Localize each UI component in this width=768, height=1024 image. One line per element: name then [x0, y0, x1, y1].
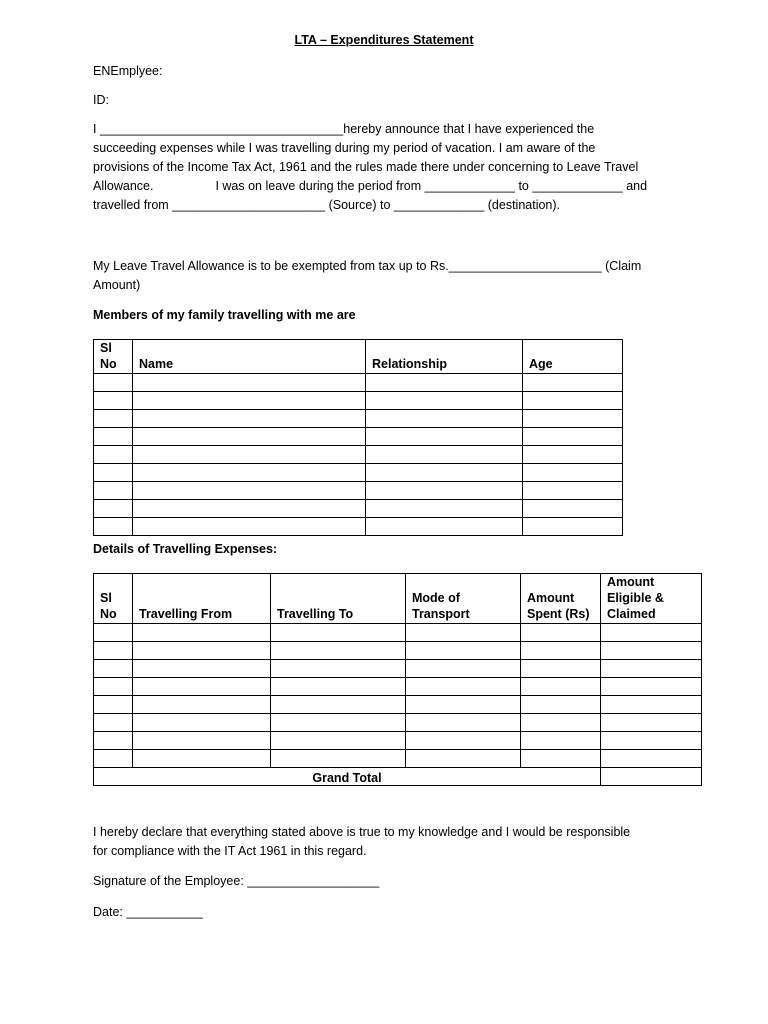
grand-total-row — [94, 768, 702, 786]
table-row — [94, 446, 623, 464]
table-row — [94, 714, 702, 732]
table-row — [94, 518, 623, 536]
declaration-line: succeeding expenses while I was travelling during my period of vacation. I am aware of the — [93, 141, 596, 155]
table-row — [94, 660, 702, 678]
grand-total-label: Grand Total — [94, 768, 601, 786]
expenses-heading: Details of Travelling Expenses: — [93, 542, 278, 556]
table-row — [94, 482, 623, 500]
exemption-line: Amount) — [93, 278, 141, 292]
final-declaration-line: I hereby declare that everything stated above is true to my knowledge and I would be responsible — [93, 825, 631, 839]
column-header-amount-spent: Amount Spent (Rs) — [521, 574, 601, 624]
column-header-amount-eligible: Amount Eligible & Claimed — [601, 574, 702, 624]
travelled-from-line: travelled from ______________________ (Source) to _____________ (destination). — [93, 198, 561, 212]
table-row — [94, 374, 623, 392]
exemption-line: My Leave Travel Allowance is to be exempted from tax up to Rs.______________________ (Claim — [93, 259, 642, 273]
table-header-row — [94, 340, 623, 374]
declaration-line: I ___________________________________hereby announce that I have experienced the — [93, 122, 595, 136]
declaration-line: provisions of the Income Tax Act, 1961 and the rules made there under concerning to Leave Travel — [93, 160, 639, 174]
family-members-table — [93, 339, 623, 536]
declaration-line-allowance — [93, 177, 683, 196]
exemption-paragraph — [93, 257, 683, 295]
table-row — [94, 678, 702, 696]
family-heading: Members of my family travelling with me are — [93, 308, 356, 322]
table-header-row — [94, 574, 702, 624]
column-header-relationship: Relationship — [366, 340, 523, 374]
final-declaration-line: for compliance with the IT Act 1961 in this regard. — [93, 844, 367, 858]
column-header-sl-no: Sl No — [94, 574, 133, 624]
column-header-mode-of-transport: Mode of Transport — [406, 574, 521, 624]
document-title: LTA – Expenditures Statement — [294, 33, 474, 47]
table-row — [94, 464, 623, 482]
column-header-travelling-from: Travelling From — [133, 574, 271, 624]
table-row — [94, 500, 623, 518]
final-declaration — [93, 823, 683, 861]
column-header-age: Age — [523, 340, 623, 374]
travelling-expenses-table — [93, 573, 702, 786]
column-header-travelling-to: Travelling To — [271, 574, 406, 624]
table-row — [94, 732, 702, 750]
date-line: Date: ___________ — [93, 905, 203, 919]
table-row — [94, 410, 623, 428]
table-row — [94, 428, 623, 446]
employee-label: ENEmplyee: — [93, 64, 163, 78]
table-row — [94, 642, 702, 660]
column-header-name: Name — [133, 340, 366, 374]
allowance-word: Allowance. — [93, 179, 154, 193]
column-header-sl-no: Sl No — [94, 340, 133, 374]
declaration-paragraph — [93, 120, 683, 215]
table-row — [94, 696, 702, 714]
signature-line: Signature of the Employee: ___________________ — [93, 874, 380, 888]
leave-period-text: I was on leave during the period from _____________ to _____________ and — [215, 179, 648, 193]
id-label: ID: — [93, 93, 109, 107]
grand-total-value-cell[interactable] — [601, 768, 702, 786]
table-row — [94, 392, 623, 410]
table-row — [94, 624, 702, 642]
table-row — [94, 750, 702, 768]
